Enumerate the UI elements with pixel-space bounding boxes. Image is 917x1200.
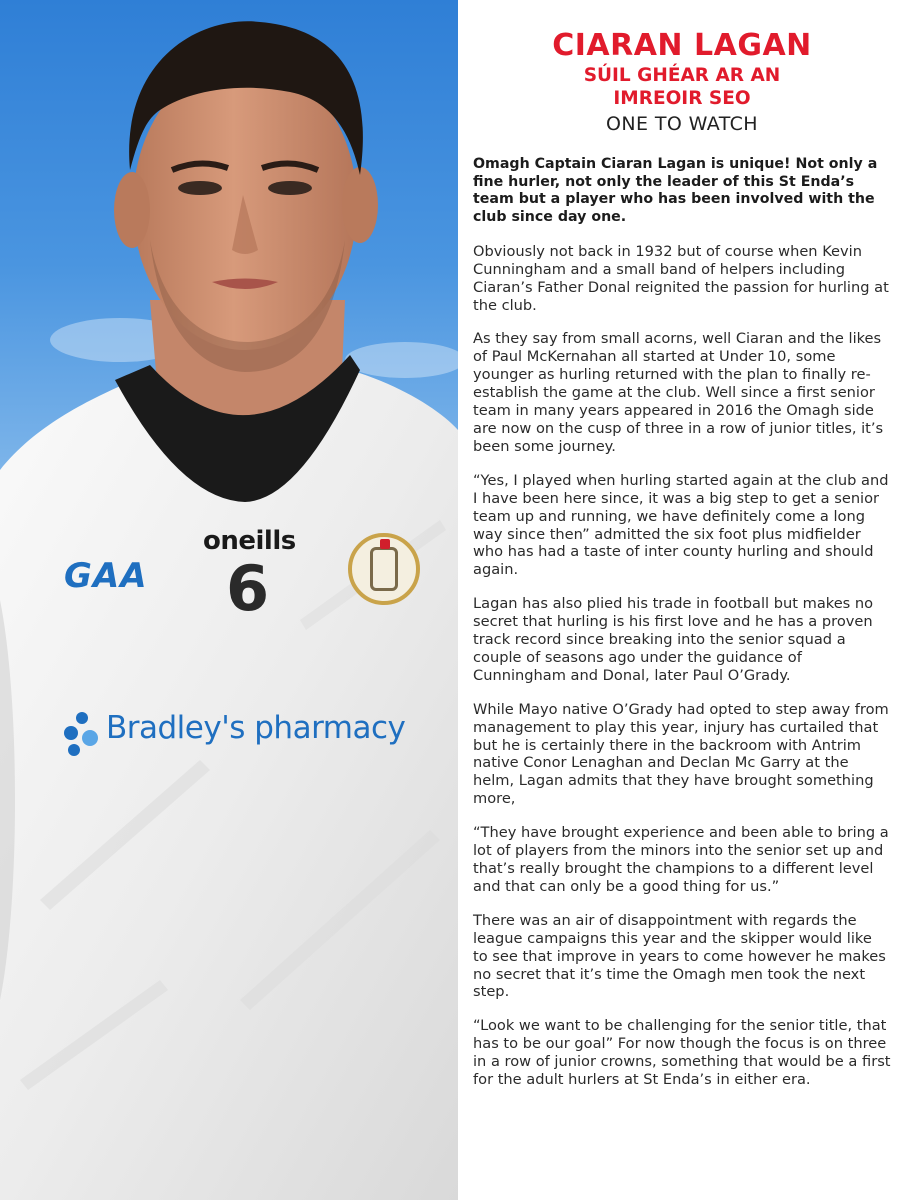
article-paragraph: “Yes, I played when hurling started again at the club and I have been here since, it was a big step to get a senior team up and running, we have definitely come a long way since then” admitted the six foot plus midfielder who has had a taste of inter county hurling and should again.	[473, 471, 889, 579]
article-title: CIARAN LAGAN	[552, 28, 812, 63]
article-paragraph: “They have brought experience and been able to bring a lot of players from the minors into the senior set up and that’s really brought the champions to a different level and that can only be a good thing for us.”	[473, 824, 889, 895]
sponsor-dots-icon	[62, 712, 102, 762]
article-lead: Omagh Captain Ciaran Lagan is unique! Not only a fine hurler, not only the leader of this St Enda’s team but a player who has been involved with the club since day one.	[473, 156, 878, 226]
jersey-number: 6	[226, 552, 270, 625]
sponsor-text: Bradley's pharmacy	[106, 710, 406, 746]
article-paragraph: There was an air of disappointment with regards the league campaigns this year and the skipper would like to see that improve in years to come however he makes no secret that it’s time the Omagh men took the next step.	[473, 911, 886, 1001]
article-subtitle-line1: SÚIL GHÉAR AR AN	[583, 65, 781, 86]
article-subtitle-line2: IMREOIR SEO	[613, 88, 751, 109]
article-paragraph: Obviously not back in 1932 but of course when Kevin Cunningham and a small band of helpers including Ciaran’s Father Donal reignited the passion for hurling at the club.	[473, 242, 889, 314]
article-paragraph: Lagan has also plied his trade in football but makes no secret that hurling is his first love and he has a proven track record since breaking into the senior squad a couple of seasons ago under the guidance of Cunningham and Donal, later Paul O’Grady.	[473, 595, 874, 684]
gaa-logo: GAA	[64, 556, 148, 596]
article	[473, 28, 891, 1089]
article-paragraph: As they say from small acorns, well Ciaran and the likes of Paul McKernahan all started at Under 10, some younger as hurling returned with the plan to finally re-establish the game at the club. Well since a first senior team in many years appeared in 2016 the Omagh side are now on the cusp of three in a row of junior titles, it’s been some journey.	[473, 330, 884, 455]
jersey-brand-text: oneills	[203, 526, 296, 556]
article-paragraph: “Look we want to be challenging for the senior title, that has to be our goal” For now though the focus is on three in a row of junior crowns, something that would be a first for the adult hurlers at St Enda’s in either era.	[473, 1017, 891, 1089]
club-crest-icon	[348, 533, 420, 605]
article-paragraph: While Mayo native O’Grady had opted to step away from management to play this year, injury has curtailed that but he is certainly there in the backroom with Antrim native Conor Lenaghan and Declan Mc Garry at the helm, Lagan admits that they have brought something more,	[473, 700, 889, 808]
player-photo	[0, 0, 458, 1200]
article-kicker: ONE TO WATCH	[606, 113, 758, 135]
